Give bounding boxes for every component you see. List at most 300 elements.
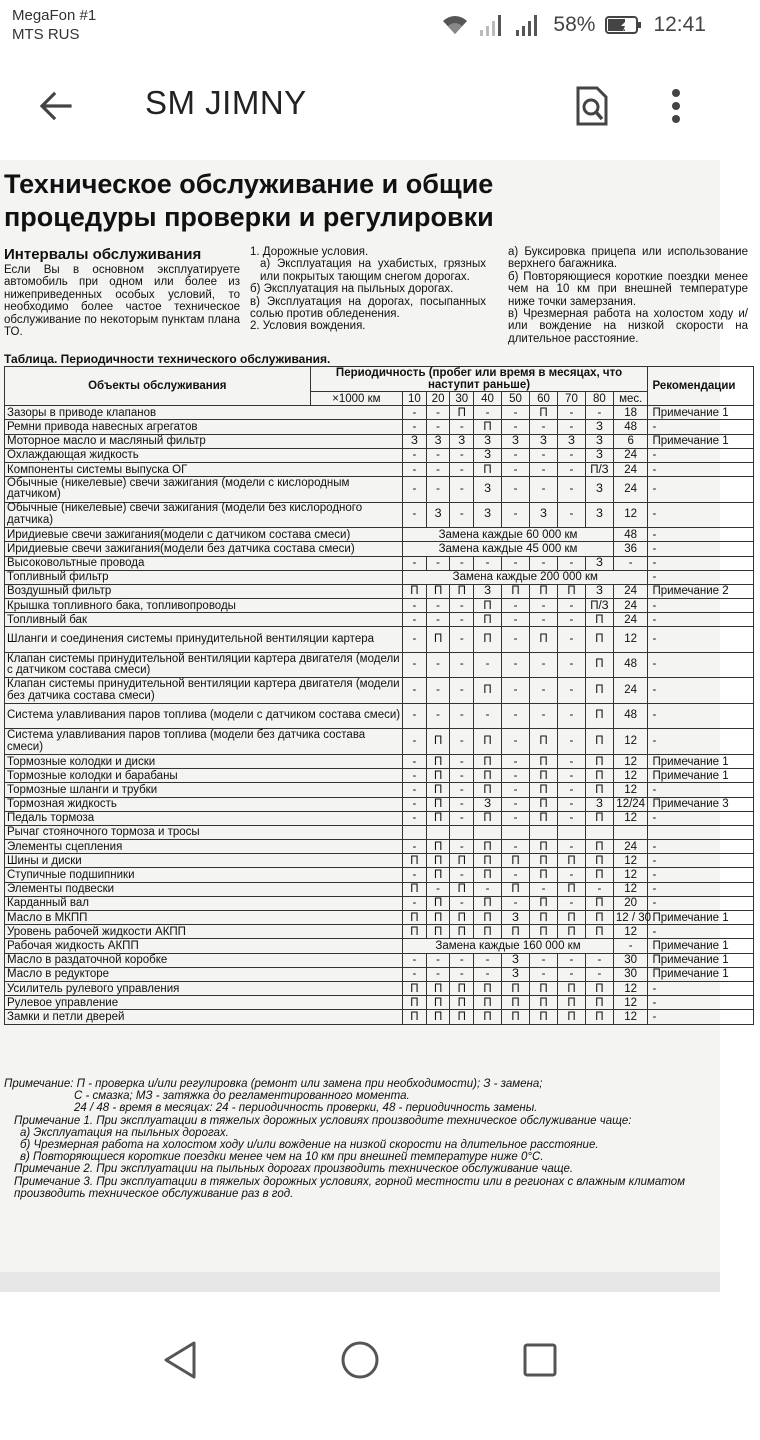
cell-months: 12 [613,996,648,1010]
cell-interval: П [450,406,474,420]
title-line-2: процедуры проверки и регулировки [4,202,494,232]
cell-interval: П [474,769,502,783]
cell-months: 36 [613,542,648,556]
cell-interval: - [403,967,427,981]
cell-months: 12 [613,925,648,939]
cell-interval: П [585,925,613,939]
cell-interval: П [502,925,530,939]
maintenance-table [4,366,754,1025]
cell-interval: - [557,703,585,729]
battery-icon [605,14,643,36]
cell-interval: З [585,502,613,528]
cell-interval: З [502,953,530,967]
cell-interval: - [450,448,474,462]
col3-line: б) Повторяющиеся короткие поездки менее чем на 10 км при внешней температуре ниже точки замерзания. [508,270,748,308]
cell-object: Шины и диски [5,854,403,868]
cell-interval: П [585,613,613,627]
signal-1-icon [479,13,505,37]
cell-interval: П [557,981,585,995]
table-row [5,868,754,882]
cell-interval [474,825,502,839]
cell-interval: - [502,627,530,653]
cell-interval: - [450,783,474,797]
cell-interval: П [502,996,530,1010]
cell-interval: - [502,406,530,420]
cell-interval: - [585,406,613,420]
cell-interval: - [502,840,530,854]
cell-interval: П [585,783,613,797]
cell-interval: - [557,868,585,882]
cell-interval: П [474,996,502,1010]
cell-interval: - [403,556,427,570]
cell-months: 12 / 30 [613,911,648,925]
cell-interval: - [502,652,530,678]
note-line: Примечание 3. При эксплуатации в тяжелых дорожных условиях, горной местности или в регионах с влажным климатом производить техническое обслуживание раз в год. [14,1175,685,1200]
cell-object: Карданный вал [5,896,403,910]
cell-interval: П [557,882,585,896]
cell-interval: П [474,627,502,653]
cell-interval: П [502,584,530,598]
cell-interval [585,825,613,839]
cell-interval: П [426,868,450,882]
cell-interval: З [585,584,613,598]
cell-object: Рулевое управление [5,996,403,1010]
cell-recommendation: Примечание 1 [648,911,754,925]
cell-interval: - [426,678,450,704]
cell-recommendation: - [648,556,754,570]
cell-interval: З [426,434,450,448]
header-col: 80 [585,392,613,406]
cell-interval: П [502,981,530,995]
cell-object: Тормозные колодки и барабаны [5,769,403,783]
cell-interval: - [530,599,558,613]
cell-interval: - [450,477,474,503]
table-row [5,840,754,854]
cell-months: 20 [613,896,648,910]
cell-interval: - [450,797,474,811]
cell-interval: П [474,868,502,882]
back-button[interactable] [28,82,84,130]
cell-recommendation: Примечание 1 [648,406,754,420]
cell-interval: - [426,448,450,462]
cell-span: Замена каждые 60 000 км [403,528,614,542]
cell-interval: П [530,584,558,598]
table-row [5,882,754,896]
note-line: Примечание 1. При эксплуатации в тяжелых дорожных условиях производите техническое обслуживание чаще: [14,1114,632,1127]
cell-months: 24 [613,599,648,613]
cell-interval [557,825,585,839]
header-period: Периодичность (пробег или время в месяцах, что наступит раньше) [310,367,648,392]
cell-interval: П [426,1010,450,1024]
cell-interval: П [450,981,474,995]
header-km: ×1000 км [310,392,403,406]
cell-months: 30 [613,953,648,967]
cell-interval: П [530,811,558,825]
document-search-icon [575,86,609,126]
cell-object: Тормозные шланги и трубки [5,783,403,797]
cell-interval: П [474,1010,502,1024]
cell-interval: - [557,502,585,528]
cell-object: Шланги и соединения системы принудительной вентиляции картера [5,627,403,653]
more-options-button[interactable] [656,80,696,132]
cell-interval: - [450,953,474,967]
cell-interval: - [502,703,530,729]
cell-interval: П [585,652,613,678]
cell-interval: - [502,811,530,825]
cell-interval: - [474,703,502,729]
cell-months: 48 [613,420,648,434]
cell-interval: З [474,502,502,528]
cell-interval: - [502,477,530,503]
cell-interval: П [530,754,558,768]
cell-months: 12 [613,981,648,995]
cell-interval: - [557,477,585,503]
cell-interval: П [403,1010,427,1024]
cell-interval: - [530,462,558,476]
cell-interval: - [502,797,530,811]
table-row [5,911,754,925]
cell-interval: П [403,584,427,598]
table-caption: Таблица. Периодичности технического обслуживания. [4,352,331,366]
table-row [5,652,754,678]
cell-months: 12 [613,502,648,528]
document-viewer[interactable] [0,160,748,1272]
cell-recommendation: - [648,896,754,910]
cell-interval: - [403,703,427,729]
cell-interval: - [426,953,450,967]
cell-interval: - [403,652,427,678]
cell-recommendation: - [648,854,754,868]
cell-interval: - [450,868,474,882]
cell-recommendation: - [648,925,754,939]
cell-interval: - [502,769,530,783]
cell-interval: П [403,911,427,925]
cell-interval: - [530,967,558,981]
cell-interval: - [426,599,450,613]
cell-interval: П [530,868,558,882]
cell-span: Замена каждые 160 000 км [403,939,614,953]
cell-interval: П [426,996,450,1010]
cell-interval: П [585,627,613,653]
cell-interval: - [557,754,585,768]
cell-interval: - [502,556,530,570]
cell-interval: П [474,783,502,797]
cell-months: 6 [613,434,648,448]
cell-interval: - [585,882,613,896]
cell-interval: П [403,996,427,1010]
table-row [5,811,754,825]
document-title [4,168,494,234]
cell-months: 12 [613,882,648,896]
cell-interval: - [403,502,427,528]
cell-interval: П [403,882,427,896]
section-heading: Интервалы обслуживания [4,246,202,263]
cell-interval: П [426,840,450,854]
cell-interval: - [450,678,474,704]
header-col: 60 [530,392,558,406]
cell-recommendation: - [648,448,754,462]
cell-interval: - [557,729,585,755]
cell-interval: П [530,783,558,797]
cell-months: 12 [613,868,648,882]
cell-interval: З [450,434,474,448]
cell-interval: П [474,854,502,868]
cell-interval: - [403,599,427,613]
cell-interval: П [530,854,558,868]
cell-interval: - [502,896,530,910]
cell-recommendation: - [648,840,754,854]
cell-interval: З [585,448,613,462]
cell-interval: - [530,703,558,729]
header-col: 10 [403,392,427,406]
signal-2-icon [515,13,543,37]
cell-recommendation: - [648,477,754,503]
cell-interval: П [530,911,558,925]
cell-interval: П [426,811,450,825]
col3-line: а) Буксировка прицепа или использование верхнего багажника. [508,246,748,271]
cell-recommendation: - [648,502,754,528]
cell-interval: - [450,896,474,910]
header-col: 70 [557,392,585,406]
cell-interval: - [426,406,450,420]
cell-interval: П [403,854,427,868]
table-row [5,420,754,434]
cell-months: 24 [613,840,648,854]
cell-interval: - [502,613,530,627]
cell-recommendation: - [648,729,754,755]
cell-interval [426,825,450,839]
cell-interval: П [474,678,502,704]
cell-interval: П [474,420,502,434]
cell-months: 30 [613,967,648,981]
cell-months: 24 [613,613,648,627]
cell-interval: - [530,448,558,462]
cell-interval: З [585,434,613,448]
cell-interval: - [530,882,558,896]
table-notes [4,1078,744,1200]
cell-interval: - [426,556,450,570]
cell-interval: - [450,420,474,434]
cell-interval: - [530,652,558,678]
cell-interval: - [403,953,427,967]
cell-interval [450,825,474,839]
cell-interval: - [474,406,502,420]
cell-interval: З [585,556,613,570]
table-row [5,1010,754,1024]
cell-interval: П [450,584,474,598]
wifi-icon [441,14,469,36]
cell-interval: - [557,613,585,627]
cell-interval: - [426,967,450,981]
cell-interval: П [426,584,450,598]
header-col: 30 [450,392,474,406]
cell-interval: - [403,868,427,882]
col2-line: б) Эксплуатация на пыльных дорогах. [250,283,454,296]
note-line: Примечание 2. При эксплуатации на пыльных дорогах производить техническое обслуживание чаще. [14,1163,574,1176]
col2-line: 2. Условия вождения. [250,320,366,333]
table-row [5,953,754,967]
cell-object: Охлаждающая жидкость [5,448,403,462]
cell-interval: - [557,769,585,783]
title-line-1: Техническое обслуживание и общие [4,169,494,199]
cell-interval: - [502,678,530,704]
intro-text: Если Вы в основном эксплуатируете автомобиль при одном или более из нижеприведенных особых условий, то необходимо более частое техническое обслуживание по некоторым пунктам плана ТО. [4,264,240,339]
status-bar [0,0,720,52]
cell-interval: П [585,996,613,1010]
nav-home-button[interactable] [320,1330,400,1390]
table-row [5,599,754,613]
cell-interval [403,825,427,839]
cell-interval: П [585,840,613,854]
cell-months: 24 [613,477,648,503]
cell-interval: - [557,967,585,981]
cell-months: - [613,939,648,953]
table-row [5,434,754,448]
cell-object: Рабочая жидкость АКПП [5,939,403,953]
cell-interval: П [585,811,613,825]
cell-recommendation: - [648,1010,754,1024]
cell-interval: П [474,462,502,476]
nav-recents-icon [522,1342,558,1378]
cell-interval: З [474,448,502,462]
cell-interval: - [450,703,474,729]
cell-months: 12 [613,811,648,825]
cell-interval: - [403,754,427,768]
table-row [5,981,754,995]
cell-object: Высоковольтные провода [5,556,403,570]
cell-interval: П [426,896,450,910]
intro-column-1 [4,246,240,338]
cell-object: Элементы подвески [5,882,403,896]
cell-recommendation: - [648,462,754,476]
cell-interval: П [557,1010,585,1024]
cell-interval: - [450,627,474,653]
cell-interval: П [474,981,502,995]
cell-interval: - [403,840,427,854]
table-row [5,729,754,755]
cell-interval: - [474,953,502,967]
cell-interval: П [585,729,613,755]
cell-object: Воздушный фильтр [5,584,403,598]
cell-interval: П [557,584,585,598]
cell-interval: П/З [585,599,613,613]
cell-recommendation: Примечание 1 [648,953,754,967]
cell-recommendation: - [648,627,754,653]
table-row [5,783,754,797]
cell-interval: П [585,769,613,783]
cell-interval: - [557,420,585,434]
cell-interval: - [450,502,474,528]
cell-object: Рычаг стояночного тормоза и тросы [5,825,403,839]
cell-interval: - [403,797,427,811]
table-row [5,406,754,420]
table-row [5,542,754,556]
cell-interval: П [450,882,474,896]
cell-interval: З [502,434,530,448]
cell-interval: - [403,420,427,434]
cell-months: 12/24 [613,797,648,811]
cell-interval: З [585,797,613,811]
cell-interval: - [502,599,530,613]
cell-interval: - [403,477,427,503]
cell-object: Система улавливания паров топлива (модели без датчика состава смеси) [5,729,403,755]
cell-months: 24 [613,462,648,476]
cell-recommendation: Примечание 1 [648,967,754,981]
cell-recommendation: Примечание 1 [648,939,754,953]
cell-interval: П [585,1010,613,1024]
cell-object: Усилитель рулевого управления [5,981,403,995]
cell-interval: - [474,652,502,678]
table-row [5,939,754,953]
page-gap [0,1272,720,1292]
col2-line: а) Эксплуатация на ухабистых, грязных или покрытых тающим снегом дорогах. [260,258,486,283]
nav-back-button[interactable] [140,1330,220,1390]
clock: 12:41 [653,13,706,36]
cell-interval: З [403,434,427,448]
table-row [5,613,754,627]
cell-interval: - [585,967,613,981]
cell-interval: - [557,896,585,910]
note-line: 24 / 48 - время в месяцах: 24 - периодичность проверки, 48 - периодичность замены. [74,1102,538,1115]
cell-interval: - [557,627,585,653]
table-row [5,754,754,768]
cell-object: Масло в МКПП [5,911,403,925]
cell-interval: П [530,1010,558,1024]
cell-interval: - [403,769,427,783]
nav-recents-button[interactable] [500,1330,580,1390]
col3-line: в) Чрезмерная работа на холостом ходу и/или вождение на низкой скорости на длительное расстояние. [508,308,748,345]
cell-recommendation: Примечание 1 [648,434,754,448]
carrier-info [12,6,96,44]
header-col: 20 [426,392,450,406]
cell-recommendation: - [648,811,754,825]
cell-recommendation: - [648,703,754,729]
document-page [0,160,760,1272]
nav-back-icon [162,1340,198,1380]
cell-recommendation: Примечание 2 [648,584,754,598]
table-row [5,584,754,598]
cell-interval: - [403,729,427,755]
cell-object: Крышка топливного бака, топливопроводы [5,599,403,613]
cell-interval: П [530,627,558,653]
table-row [5,627,754,653]
system-nav-bar [0,1292,720,1440]
cell-interval: - [450,769,474,783]
cell-interval: - [557,406,585,420]
table-row [5,825,754,839]
cell-interval: - [426,882,450,896]
cell-interval: - [557,678,585,704]
cell-interval: П [450,911,474,925]
cell-object: Обычные (никелевые) свечи зажигания (модели с кислородным датчиком) [5,477,403,503]
cell-interval: - [474,967,502,981]
cell-interval: П [450,854,474,868]
cell-interval: П [450,925,474,939]
cell-interval: - [450,599,474,613]
cell-interval: З [530,434,558,448]
cell-interval: П [426,783,450,797]
cell-recommendation [648,825,754,839]
table-row [5,925,754,939]
search-document-button[interactable] [566,80,618,132]
cell-span: Замена каждые 45 000 км [403,542,614,556]
cell-interval: - [530,556,558,570]
carrier-2: MTS RUS [12,26,80,43]
carrier-1: MegaFon #1 [12,7,97,24]
cell-interval: П [530,981,558,995]
arrow-left-icon [38,88,74,124]
cell-interval: П [557,911,585,925]
